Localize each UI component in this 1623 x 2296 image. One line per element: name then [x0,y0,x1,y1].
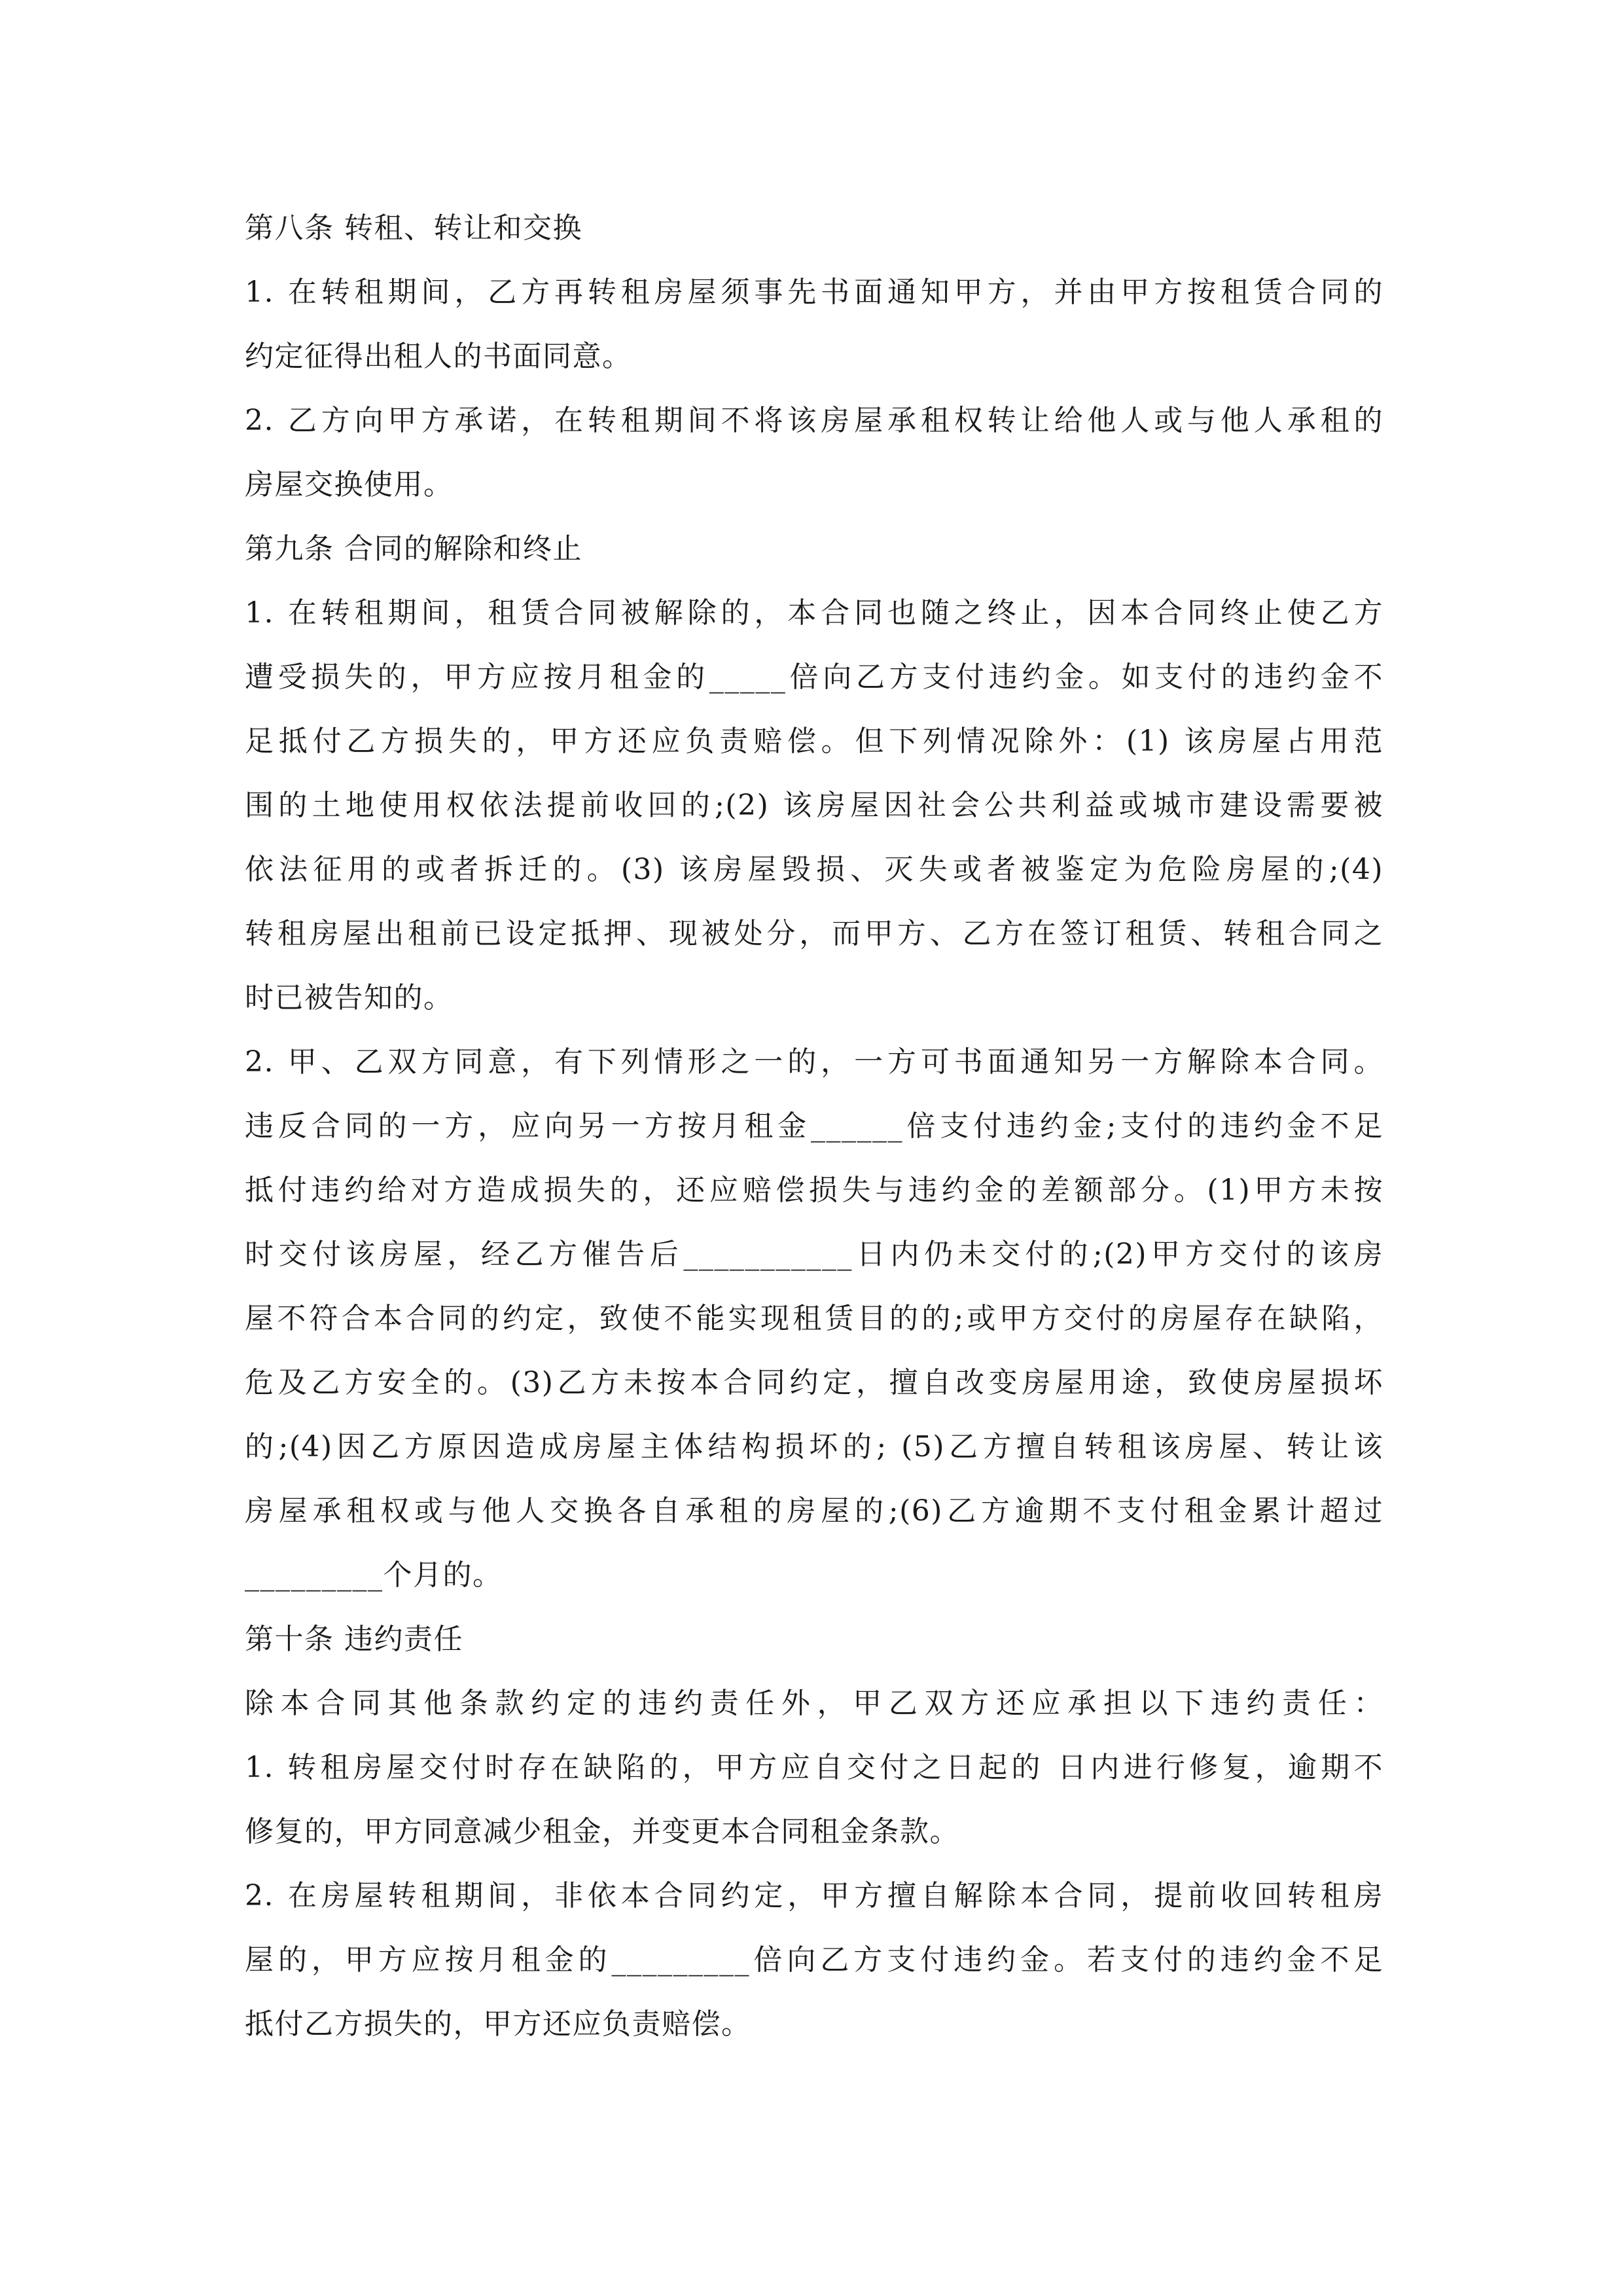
text-line: 屋不符合本合同的约定，致使不能实现租赁目的的;或甲方交付的房屋存在缺陷， [245,1302,1383,1335]
heading-article-10: 第十条 违约责任 [245,1623,463,1656]
text-line: 遭受损失的，甲方应按月租金的_____倍向乙方支付违约金。如支付的违约金不 [245,660,1383,694]
text-line: 房屋承租权或与他人交换各自承租的房屋的;(6)乙方逾期不支付租金累计超过 [245,1494,1383,1528]
text-line: 除本合同其他条款约定的违约责任外，甲乙双方还应承担以下违约责任： [245,1687,1383,1720]
text-line: 屋的，甲方应按月租金的_________倍向乙方支付违约金。若支付的违约金不足 [245,1943,1383,1977]
text-line: 的;(4)因乙方原因造成房屋主体结构损坏的; (5)乙方擅自转租该房屋、转让该 [245,1430,1383,1463]
text-line: 围的土地使用权依法提前收回的;(2) 该房屋因社会公共利益或城市建设需要被 [245,789,1383,822]
text-line: 抵付违约给对方造成损失的，还应赔偿损失与违约金的差额部分。(1)甲方未按 [245,1174,1383,1207]
document-body [245,196,1383,2056]
text-line: 约定征得出租人的书面同意。 [245,340,632,373]
text-line: 2. 在房屋转租期间，非依本合同约定，甲方擅自解除本合同，提前收回转租房 [245,1879,1383,1912]
text-line: 1. 转租房屋交付时存在缺陷的，甲方应自交付之日起的 日内进行修复，逾期不 [245,1751,1383,1784]
text-line: 2. 甲、乙双方同意，有下列情形之一的，一方可书面通知另一方解除本合同。 [245,1045,1383,1079]
text-line: 时交付该房屋，经乙方催告后___________日内仍未交付的;(2)甲方交付的该房 [245,1238,1383,1271]
text-line: 修复的，甲方同意减少租金，并变更本合同租金条款。 [245,1815,959,1848]
text-line: 1. 在转租期间，租赁合同被解除的，本合同也随之终止，因本合同终止使乙方 [245,596,1383,630]
text-line: 依法征用的或者拆迁的。(3) 该房屋毁损、灭失或者被鉴定为危险房屋的;(4) [245,853,1383,886]
text-line: 房屋交换使用。 [245,468,454,501]
text-line: 危及乙方安全的。(3)乙方未按本合同约定，擅自改变房屋用途，致使房屋损坏 [245,1366,1383,1399]
text-line: 2. 乙方向甲方承诺，在转租期间不将该房屋承租权转让给他人或与他人承租的 [245,404,1383,437]
text-line: 1. 在转租期间，乙方再转租房屋须事先书面通知甲方，并由甲方按租赁合同的 [245,276,1383,309]
text-line: 转租房屋出租前已设定抵押、现被处分，而甲方、乙方在签订租赁、转租合同之 [245,917,1383,950]
text-line: 时已被告知的。 [245,981,454,1014]
heading-article-9: 第九条 合同的解除和终止 [245,532,582,565]
text-line: 抵付乙方损失的，甲方还应负责赔偿。 [245,2007,751,2041]
text-line: 足抵付乙方损失的，甲方还应负责赔偿。但下列情况除外：(1) 该房屋占用范 [245,725,1383,758]
heading-article-8: 第八条 转租、转让和交换 [245,211,582,245]
text-line: 违反合同的一方，应向另一方按月租金______倍支付违约金;支付的违约金不足 [245,1109,1383,1143]
text-line: _________个月的。 [245,1558,503,1592]
